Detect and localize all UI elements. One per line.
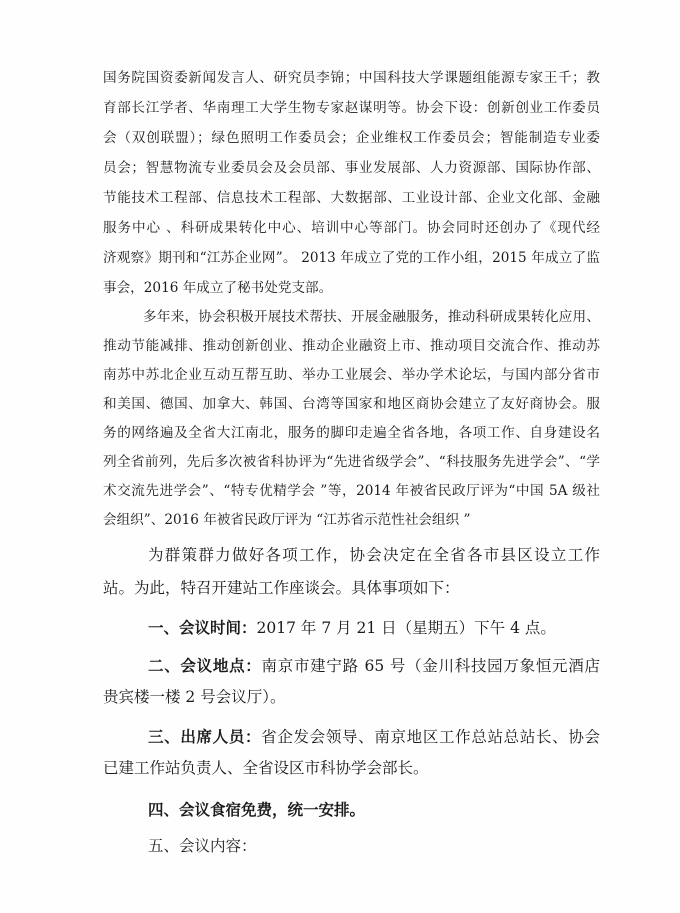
meeting-time-label: 一、会议时间：	[148, 618, 257, 637]
text-line: 会组织”、2016 年被省民政厅评为 “江苏省示范性社会组织 ”	[103, 512, 471, 528]
text-line: 为群策群力做好各项工作，协会决定在全省各市县区设立工作	[148, 546, 600, 564]
text-line: 育部长江学者、华南理工大学生物专家赵谋明等。协会下设：创新创业工作委员	[103, 100, 600, 116]
meeting-place-value-cont: 贵宾楼一楼 2 号会议厅）。	[103, 688, 286, 706]
item-meeting-place	[148, 656, 600, 676]
attendees-value: 省企发会领导、南京地区工作总站总站长、协会	[261, 728, 600, 746]
item-meeting-content: 五、会议内容：	[148, 837, 257, 855]
text-line: 术交流先进学会”、“特专优精学会 ”等，2014 年被省民政厅评为“中国 5A 级社	[103, 483, 600, 499]
meeting-time-value: 2017 年 7 月 21 日（星期五）下午 4 点。	[256, 619, 556, 637]
text-line: 务的网络遍及全省大江南北，服务的脚印走遍全省各地，各项工作、自身建设名	[103, 425, 600, 441]
text-line: 事会，2016 年成立了秘书处党支部。	[103, 280, 333, 296]
text-line: 和美国、德国、加拿大、韩国、台湾等国家和地区商协会建立了友好商协会。服	[103, 396, 600, 412]
meeting-place-value: 南京市建宁路 65 号（金川科技园万象恒元酒店	[261, 657, 600, 675]
text-line: 多年来，协会积极开展技术帮扶、开展金融服务，推动科研成果转化应用、	[143, 309, 600, 325]
text-line: 列全省前列，先后多次被省科协评为“先进省级学会”、“科技服务先进学会”、“学	[103, 454, 600, 470]
item-meeting-time	[148, 618, 556, 638]
text-line: 服务中心 、科研成果转化中心、培训中心等部门。协会同时还创办了《现代经	[103, 220, 600, 236]
attendees-label: 三、出席人员：	[148, 727, 262, 746]
item-attendees	[148, 727, 600, 747]
text-line: 员会；智慧物流专业委员会及会员部、事业发展部、人力资源部、国际协作部、	[103, 160, 600, 176]
item-lodging: 四、会议食宿免费，统一安排。	[148, 800, 366, 819]
attendees-value-cont: 已建工作站负责人、全省设区市科协学会部长。	[103, 759, 429, 777]
text-line: 南苏中苏北企业互动互帮互助、举办工业展会、举办学术论坛，与国内部分省市	[103, 367, 600, 383]
meeting-place-label: 二、会议地点：	[148, 656, 262, 675]
text-line: 国务院国资委新闻发言人、研究员李锦；中国科技大学课题组能源专家王千；教	[103, 70, 600, 86]
text-line: 会（双创联盟）；绿色照明工作委员会；企业维权工作委员会；智能制造专业委	[103, 130, 600, 146]
text-line: 站。为此，特召开建站工作座谈会。具体事项如下：	[103, 579, 460, 597]
text-line: 济观察》期刊和“江苏企业网”。 2013 年成立了党的工作小组，2015 年成立了监	[103, 250, 600, 266]
text-line: 推动节能减排、推动创新创业、推动企业融资上市、推动项目交流合作、推动苏	[103, 338, 600, 354]
text-line: 节能技术工程部、信息技术工程部、大数据部、工业设计部、企业文化部、金融	[103, 190, 600, 206]
